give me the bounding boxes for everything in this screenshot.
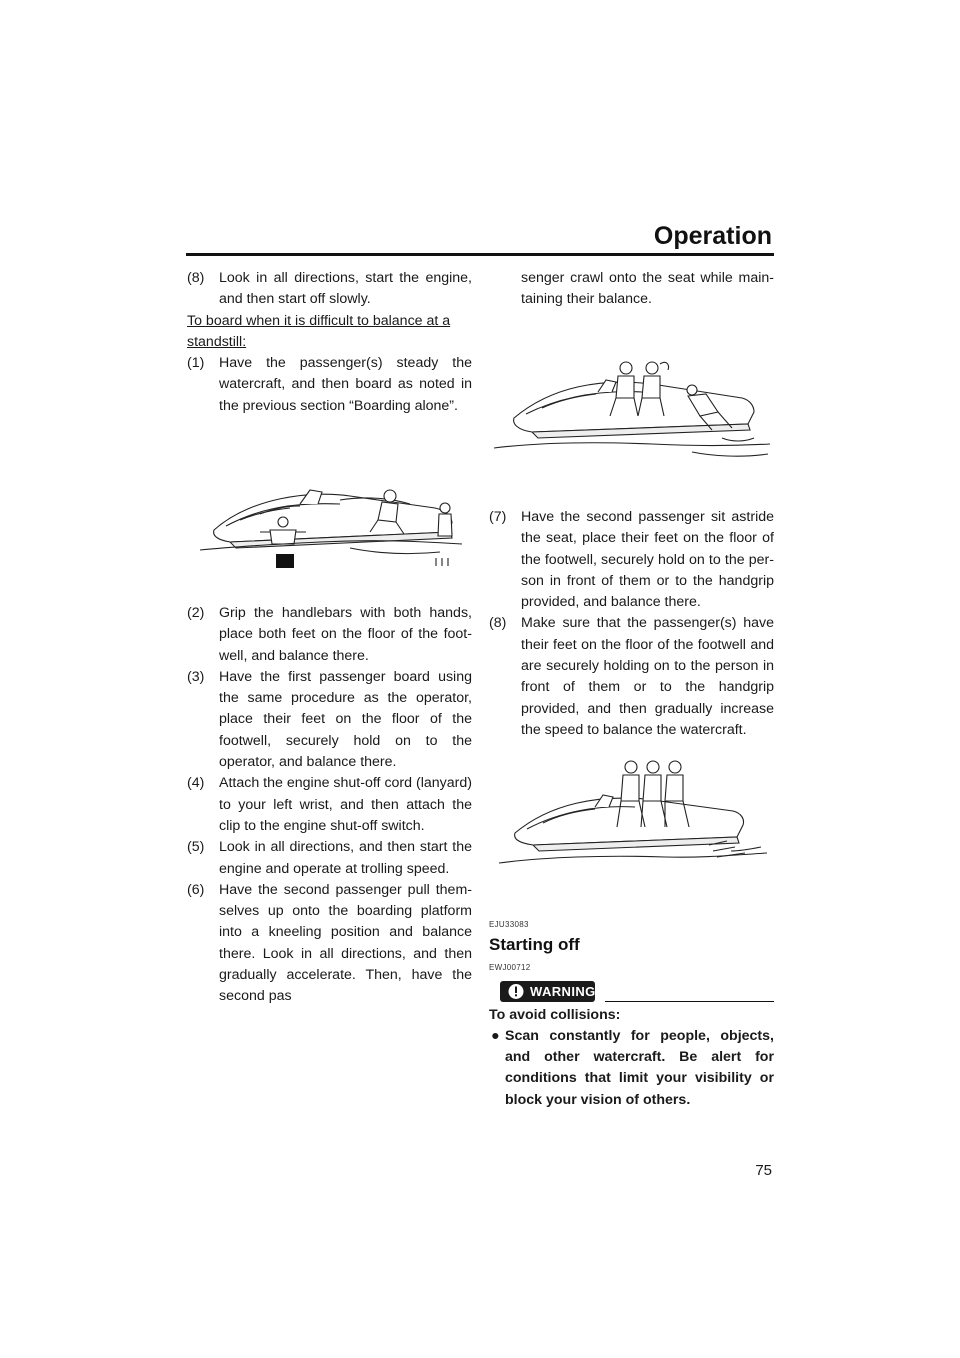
step-6-continued: senger crawl onto the seat while maintaining their balance. xyxy=(521,270,774,308)
subheading-standstill: To board when it is difficult to balance at a standstill: xyxy=(187,312,451,350)
step-4: (4) Attach the engine shut-off cord (lanyard) to your left wrist, and then attach the clip to the engine shut-off switch. xyxy=(187,775,472,834)
header-rule xyxy=(186,253,774,256)
illustration-passenger-crawling xyxy=(492,350,772,465)
step-8: (8) Make sure that the passenger(s) have their feet on the floor of the footwell and are securely holding on to the person in front of them or to the handgrip provided, and then gradually increase the speed to balance the watercraft. xyxy=(489,615,774,738)
warning-code: EWJ00712 xyxy=(489,963,531,973)
step-6: (6) Have the second passenger pull themselves up onto the boarding platform into a kneeling position and balance there. Look in all directions, and then gradually accelerate. Then, have the second pas xyxy=(187,881,472,1005)
section-title: Starting off xyxy=(489,935,580,955)
step-8-continued: (8) Look in all directions, start the engine, and then start off slowly. xyxy=(187,270,472,308)
step-2: (2) Grip the handlebars with both hands, place both feet on the floor of the footwell, and balance there. xyxy=(187,605,472,664)
warning-rule xyxy=(605,1001,774,1003)
illustration-boarding-from-water xyxy=(200,470,470,575)
page-number: 75 xyxy=(755,1162,772,1179)
warning-header xyxy=(489,979,774,1005)
step-7: (7) Have the second passenger sit astride the seat, place their feet on the floor of the footwell, securely hold on to the person in front of them or to the handgrip provided, and balance there. xyxy=(489,509,774,611)
left-column-top xyxy=(187,268,472,417)
illustration-three-riders-underway xyxy=(495,755,770,880)
page-header-title: Operation xyxy=(653,222,772,250)
step-5: (5) Look in all directions, and then start the engine and operate at trolling speed. xyxy=(187,839,472,877)
section-code: EJU33083 xyxy=(489,920,529,929)
warning-intro: To avoid collisions: xyxy=(489,1006,621,1023)
warning-bullet: ● Scan constantly for people, objects, and other watercraft. Be alert for conditions that limit your visibility or block your vision of others. xyxy=(491,1027,774,1108)
right-column-top xyxy=(489,268,774,311)
warning-badge: WARNING xyxy=(500,981,595,1002)
section-starting-off xyxy=(489,914,774,1111)
right-column-middle xyxy=(489,507,774,741)
step-3: (3) Have the first passenger board using the same procedure as the operator, place their feet on the floor of the footwell, securely hold on to the operator, and balance there. xyxy=(187,668,472,771)
warning-triangle-icon xyxy=(507,983,525,1000)
step-1: (1) Have the passenger(s) steady the watercraft, and then board as noted in the previous section “Boarding alone”. xyxy=(187,355,472,414)
left-column-bottom xyxy=(187,603,472,1008)
bullet-dot-icon: ● xyxy=(491,1027,500,1044)
